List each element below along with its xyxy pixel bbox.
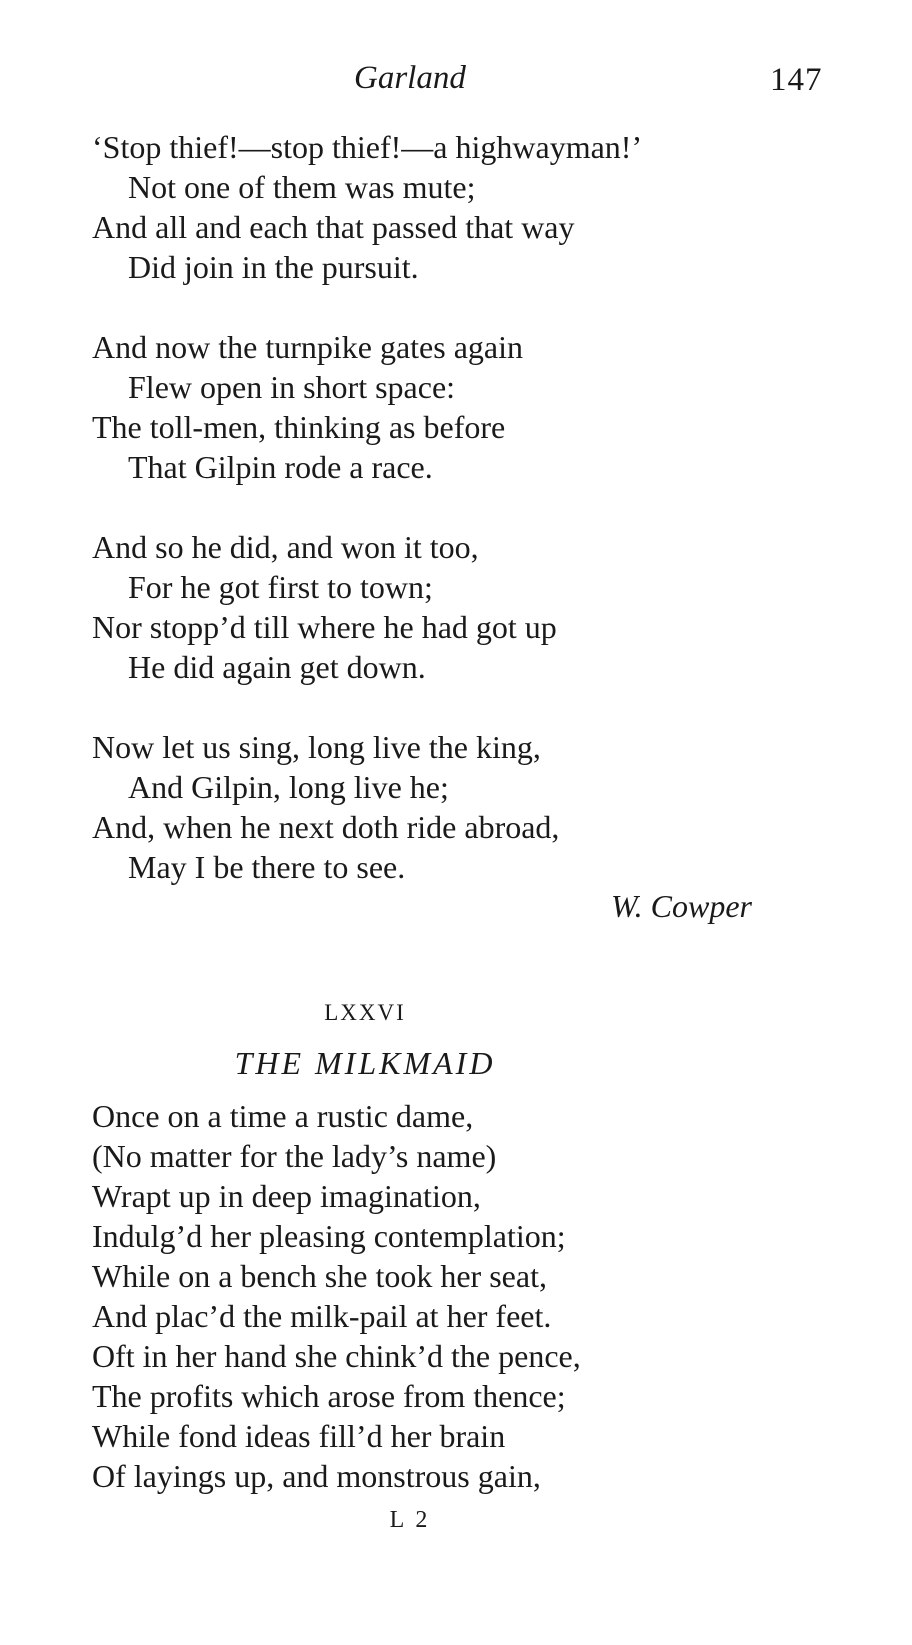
verse-line: Of layings up, and monstrous gain, [92, 1458, 541, 1494]
verse-line: And, when he next doth ride abroad, [92, 809, 560, 845]
verse-line: While on a bench she took her seat, [92, 1258, 547, 1294]
signature-mark: L 2 [389, 1507, 431, 1533]
poem-body [92, 1096, 852, 1496]
poem-number: LXXVI [324, 1000, 406, 1025]
verse-line: Wrapt up in deep imagination, [92, 1178, 481, 1214]
verse-line: Flew open in short space: [128, 369, 456, 405]
verse-line: And all and each that passed that way [92, 209, 575, 245]
verse-line: Oft in her hand she chink’d the pence, [92, 1338, 581, 1374]
stanza [92, 127, 852, 287]
verse-line: Once on a time a rustic dame, [92, 1098, 474, 1134]
verse-line: He did again get down. [128, 649, 426, 685]
verse-line: Now let us sing, long live the king, [92, 729, 541, 765]
verse-line: The profits which arose from thence; [92, 1378, 566, 1414]
verse-line: That Gilpin rode a race. [128, 449, 433, 485]
stanza [92, 727, 852, 887]
verse-line: Indulg’d her pleasing contemplation; [92, 1218, 566, 1254]
verse-line: Did join in the pursuit. [128, 249, 419, 285]
verse-line: (No matter for the lady’s name) [92, 1138, 497, 1174]
running-head [0, 56, 912, 100]
running-title: Garland [354, 60, 466, 96]
verse-line: And Gilpin, long live he; [128, 769, 449, 805]
verse-line: Not one of them was mute; [128, 169, 476, 205]
stanza [92, 327, 852, 487]
attribution: W. Cowper [610, 888, 752, 924]
verse-line: And plac’d the milk-pail at her feet. [92, 1298, 552, 1334]
poem-title: THE MILKMAID [234, 1045, 496, 1081]
verse-line: The toll-men, thinking as before [92, 409, 506, 445]
verse-line: May I be there to see. [128, 849, 406, 885]
verse-line: And so he did, and won it too, [92, 529, 479, 565]
stanza [92, 527, 852, 687]
verse-line: Nor stopp’d till where he had got up [92, 609, 557, 645]
verse-line: And now the turnpike gates again [92, 329, 523, 365]
page-number: 147 [770, 62, 823, 98]
verse-line: While fond ideas fill’d her brain [92, 1418, 506, 1454]
verse-line: ‘Stop thief!—stop thief!—a highwayman!’ [92, 129, 643, 165]
verse-line: For he got first to town; [128, 569, 433, 605]
